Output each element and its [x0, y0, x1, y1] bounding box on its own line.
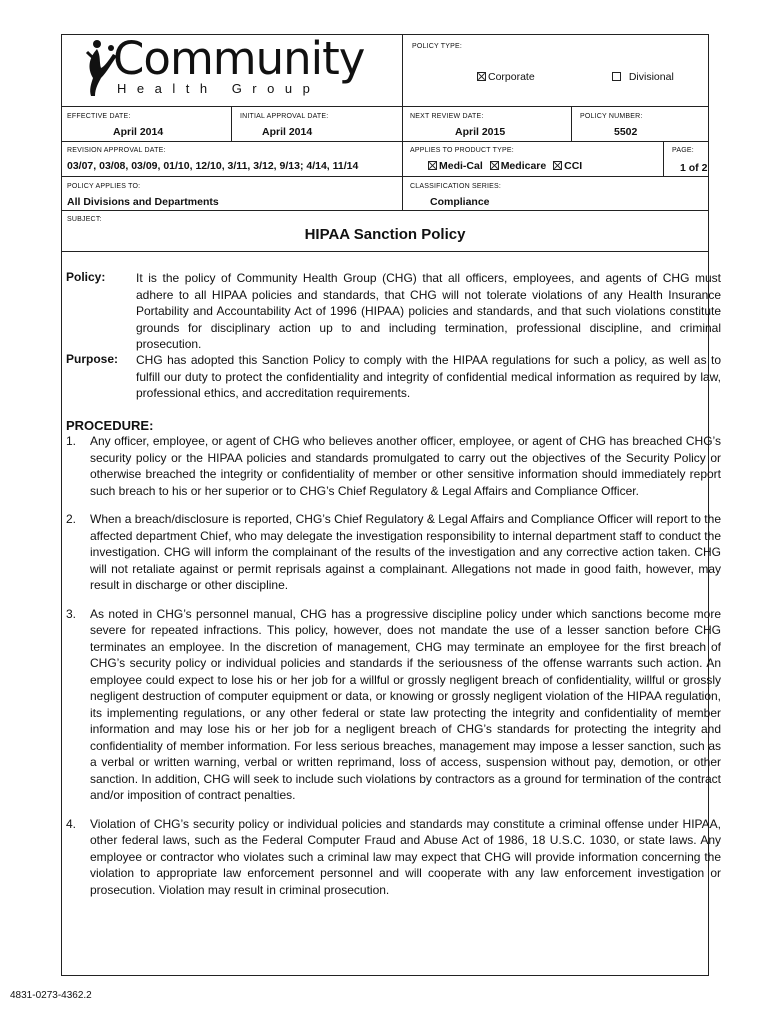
corporate-checkbox[interactable]: [477, 72, 486, 81]
page-label: PAGE:: [672, 147, 694, 154]
procedure-heading: PROCEDURE:: [66, 418, 154, 433]
purpose-label: Purpose:: [66, 352, 119, 366]
item-text: As noted in CHG’s personnel manual, CHG has a progressive discipline policy under which sanctions become more severe for repeated infractions. This policy, however, does not mandate the use of a lesser sanction before CHG terminates an employee. In the discretion of management, CHG may terminate an employee for the first breach of CHG’s security policy or individual policies and standards if the seriousness of the offense warrants such action. An employee could expect to lose his or her job for a willful or grossly negligent breach of confidentiality, willful or grossly negligent destruction of computer equipment or data, or knowing or grossly negligent violation of the HIPAA regulation, its implementing regulations, or any other federal or state law protecting the integrity and confidentiality of member information and may lose his or her job for a negligent breach of CHG’s standards for protecting the integrity and confidentiality of member information. For less serious breaches, management may impose a lesser sanction, such as a verbal or written warning, verbal or written reprimand, loss of access, suspension without pay, demotion, or other sanction. In addition, CHG will seek to include such violations by contractors as a ground for termination of the contract and/or imposition of contract penalties.: [90, 606, 721, 802]
policy-number-label: POLICY NUMBER:: [580, 113, 643, 120]
revision-label: REVISION APPROVAL DATE:: [67, 147, 166, 154]
divider: [61, 176, 709, 177]
applies-to-label: POLICY APPLIES TO:: [67, 183, 141, 190]
document-id: 4831-0273-4362.2: [10, 990, 92, 1001]
divider: [61, 251, 709, 252]
community-logo: [85, 32, 365, 98]
list-item: [66, 511, 721, 594]
divider: [61, 141, 709, 142]
list-item: [66, 816, 721, 899]
product-medical: Medi-Cal: [439, 160, 483, 172]
purpose-section: [66, 352, 721, 402]
corporate-label: Corporate: [488, 71, 535, 83]
list-item: [66, 606, 721, 804]
cci-checkbox[interactable]: [553, 161, 562, 170]
applies-to-value: All Divisions and Departments: [67, 196, 219, 208]
page-value: 1 of 2: [680, 162, 708, 174]
divider: [402, 106, 403, 210]
divider: [61, 106, 709, 107]
item-number: 4.: [66, 816, 77, 831]
policy-type-label: POLICY TYPE:: [412, 43, 462, 50]
product-cci: CCI: [564, 160, 583, 172]
classification-value: Compliance: [430, 196, 490, 208]
next-review-label: NEXT REVIEW DATE:: [410, 113, 484, 120]
medicare-checkbox[interactable]: [490, 161, 499, 170]
divisional-option[interactable]: [612, 71, 674, 83]
next-review-value: April 2015: [455, 126, 506, 138]
purpose-text: CHG has adopted this Sanction Policy to comply with the HIPAA regulations for such a policy, as well as to fulfill our duty to protect the confidentiality and integrity of confidential medical information as required by law, professional ethics, and accreditation requirements.: [136, 353, 721, 400]
logo-subtitle: Health Group: [117, 81, 321, 96]
medical-checkbox[interactable]: [428, 161, 437, 170]
divider: [231, 106, 232, 141]
revision-dates: 03/07, 03/08, 03/09, 01/10, 12/10, 3/11, 3/12, 9/13; 4/14, 11/14: [67, 160, 359, 172]
divisional-label: Divisional: [628, 71, 674, 83]
policy-number-value: 5502: [614, 126, 638, 138]
policy-text: It is the policy of Community Health Group (CHG) that all officers, employees, and agents of CHG must adhere to all HIPAA policies and standards, that CHG will not tolerate violations of any Health Insurance Portability and Accountability Act of 1996 (HIPAA) policies and standards, and that such violations constitute grounds for disciplinary action up to and including termination, professional discipline, and criminal prosecution.: [136, 271, 721, 351]
divider: [571, 106, 572, 141]
divider: [402, 34, 403, 106]
item-number: 2.: [66, 512, 77, 526]
item-text: Violation of CHG’s security policy or individual policies and standards may constitute a criminal offense under HIPAA, other federal laws, such as the Federal Computer Fraud and Abuse Act of 1986, 18 U.S.C. 1030, or state laws. Any employee or contractor who violates such a criminal law may expect that CHG will provide information concerning the violation to appropriate law enforcement personnel and will cooperate with any law enforcement investigation or prosecution. Violation may result in criminal prosecution.: [90, 816, 721, 897]
item-number: 3.: [66, 606, 77, 621]
logo-wordmark: Community: [113, 32, 365, 85]
item-text: When a breach/disclosure is reported, CHG’s Chief Regulatory & Legal Affairs and Compliance Officer will report to the affected department Chief, who may delegate the investigation responsibility to internal department staff to conduct the investigation. CHG will inform the complainant of the results of the investigation and any corrective action taken. CHG will not retaliate against or permit reprisals against a complainant. Allegations not made in good faith, however, may result in discharge or other discipline.: [90, 512, 721, 592]
procedure-section: [66, 418, 721, 910]
effective-date-value: April 2014: [113, 126, 164, 138]
classification-label: CLASSIFICATION SERIES:: [410, 183, 502, 190]
policy-label: Policy:: [66, 270, 106, 284]
initial-approval-value: April 2014: [262, 126, 313, 138]
product-medicare: Medicare: [500, 160, 547, 172]
list-item: [66, 433, 721, 499]
applies-product-label: APPLIES TO PRODUCT TYPE:: [410, 147, 514, 154]
policy-section: [66, 270, 721, 353]
subject-label: SUBJECT:: [67, 216, 102, 223]
corporate-option[interactable]: [477, 71, 535, 83]
item-number: 1.: [66, 434, 77, 448]
divider: [61, 210, 709, 211]
initial-approval-label: INITIAL APPROVAL DATE:: [240, 113, 329, 120]
divisional-checkbox[interactable]: [612, 72, 621, 81]
subject-title: HIPAA Sanction Policy: [304, 226, 466, 243]
item-text: Any officer, employee, or agent of CHG who believes another officer, employee, or agent of CHG has breached CHG’s security policy or the HIPAA policies and standards promulgated to carry out the objectives of the Security Policy or otherwise breached the integrity or confidentiality of member or other sensitive information should immediately report such breach to his or her superior or to CHG’s Chief Regulatory & Legal Affairs and Compliance Officer.: [90, 434, 721, 498]
divider: [663, 141, 664, 176]
product-types: [428, 160, 582, 172]
effective-date-label: EFFECTIVE DATE:: [67, 113, 131, 120]
